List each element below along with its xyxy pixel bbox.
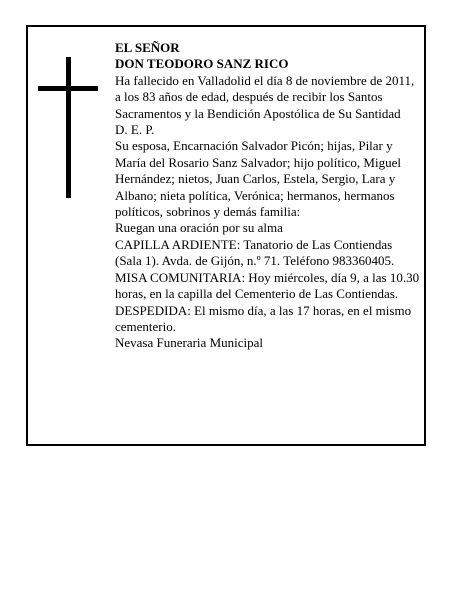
family-list: Su esposa, Encarnación Salvador Picón; hijas, Pilar y María del Rosario Sanz Salvador; hijo político, Miguel Hernández; nietos, Juan Carlos, Estela, Sergio, Lara y Albano; nieta política, Verónica; hermanos, hermanos políticos, sobrinos y demás familia: <box>115 138 401 220</box>
farewell-info: DESPEDIDA: El mismo día, a las 17 horas, en el mismo cementerio. <box>115 302 412 334</box>
mass-info: MISA COMUNITARIA: Hoy miércoles, día 9, a las 10.30 horas, en la capilla del Cementerio de Las Contiendas. <box>115 269 420 302</box>
notice-text <box>115 40 422 352</box>
notice-heading-name: DON TEODORO SANZ RICO <box>115 56 289 72</box>
cross-vertical-bar <box>66 57 71 198</box>
prayer-request: Ruegan una oración por su alma <box>115 220 283 236</box>
cross-horizontal-bar <box>38 86 98 91</box>
obituary-notice <box>26 25 426 446</box>
death-announcement: Ha fallecido en Valladolid el día 8 de noviembre de 2011, a los 83 años de edad, después de recibir los Santos Sacramentos y la Bendición Apostólica de Su Santidad <box>115 72 415 121</box>
notice-heading-title: EL SEÑOR <box>115 40 180 55</box>
dep-line: D. E. P. <box>115 122 155 138</box>
funeral-home: Nevasa Funeraria Municipal <box>115 335 264 351</box>
chapel-info: CAPILLA ARDIENTE: Tanatorio de Las Contiendas (Sala 1). Avda. de Gijón, n.º 71. Teléfono 983360405. <box>115 236 395 269</box>
